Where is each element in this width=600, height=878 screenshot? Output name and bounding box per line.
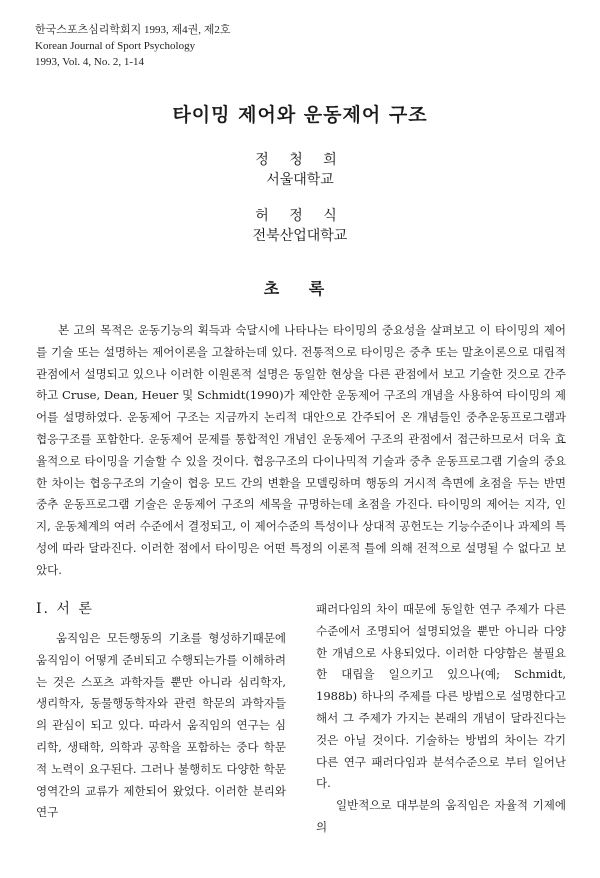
journal-korean-citation: 한국스포츠심리학회지 1993, 제4권, 제2호 <box>35 24 231 36</box>
author-affiliation: 서울대학교 <box>266 172 334 188</box>
author-name: 정 청 희 <box>255 152 345 168</box>
journal-citation <box>35 22 231 70</box>
author-affiliation: 전북산업대학교 <box>252 228 348 244</box>
paper-title: 타이밍 제어와 운동제어 구조 <box>172 104 428 126</box>
author-name: 허 정 식 <box>255 208 345 224</box>
abstract-heading: 초 록 <box>263 279 337 298</box>
section-heading-introduction: I. 서 론 <box>36 601 94 617</box>
body-paragraph: 패러다임의 차이 때문에 동일한 연구 주제가 다른 수준에서 조명되어 설명되었을 뿐만 아니라 다양한 개념으로 사용되었다. 이러한 다양함은 불필요한 대립을 일으키고 있으나(예; Schmidt, 1988b) 하나의 주제를 다른 방법으로 설명한다고 해서 그 주제가 가지는 본래의 개념이 달라진다는 것은 아닐 것이다. 기술하는 방법의 차이는 각기 다른 연구 패러다임과 분석수준으로 부터 일어난다. <box>316 602 566 791</box>
abstract-text: 본 고의 목적은 운동기능의 획득과 숙달시에 나타나는 타이밍의 중요성을 살펴보고 이 타이밍의 제어를 기술 또는 설명하는 제어이론을 고찰하는데 있다. 전통적으로 타이밍은 중추 또는 말초이론으로 대립적 관점에서 설명되고 있으나 이러한 이원론적 설명은 동일한 현상을 다른 관점에서 보고 기술한 것으로 간주하고 Cruse, Dean, Heuer 및 Schmidt(1990)가 제안한 운동제어 구조의 개념을 사용하여 타이밍의 제어를 설명하였다. 운동제어 구조는 지금까지 논리적 대안으로 간주되어 온 개념들인 중추운동프로그램과 협응구조를 포함한다. 운동제어 문제를 통합적인 개념인 운동제어 구조의 관점에서 접근하므로서 더욱 효율적으로 타이밍을 기술할 수 있을 것이다. 협응구조의 다이나믹적 기술과 중추 운동프로그램 기술의 중요한 차이는 협응구조의 기술이 협응 모드 간의 변환을 모델링하며 행동의 거시적 측면에 초점을 두는 반면 중추 운동프로그램 기술은 운동제어 구조의 세목을 규명하는데 초점을 가진다. 타이밍의 제어는 지각, 인지, 운동체계의 여러 수준에서 결정되고, 이 제어수준의 특성이나 상대적 공헌도는 기능수준이나 과제의 특성에 따라 달라진다. 이러한 점에서 타이밍은 어떤 특정의 이론적 틀에 의해 전적으로 설명될 수 없다고 보았다. <box>36 323 566 577</box>
body-paragraph: 움직임은 모든행동의 기초를 형성하기때문에 움직임이 어떻게 준비되고 수행되는가를 이해하려는 것은 스포츠 과학자들 뿐만 아니라 심리학자, 생리학자, 동물행동학자와 관련 학문의 과학자들의 관심이 되고 있다. 따라서 움직임의 연구는 심리학, 생태학, 의학과 공학을 포함하는 중다 학문적 노력이 요구된다. 그러나 불행히도 다양한 학문 영역간의 교류가 제한되어 왔었다. 이러한 분리와 연구 <box>36 631 286 820</box>
author-block <box>0 206 600 246</box>
journal-volume-issue: 1993, Vol. 4, No. 2, 1-14 <box>35 56 144 68</box>
body-column-right <box>316 599 566 839</box>
body-paragraph: 일반적으로 대부분의 움직임은 자율적 기제에 의 <box>316 798 566 834</box>
author-block <box>0 150 600 190</box>
journal-english-name: Korean Journal of Sport Psychology <box>35 40 196 52</box>
body-column-left <box>36 628 286 824</box>
